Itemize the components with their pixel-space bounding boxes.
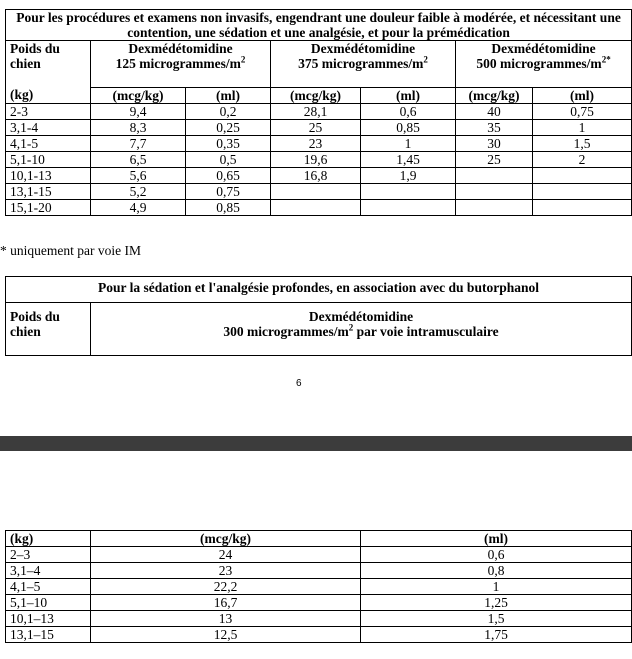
weight-cell: 10,1–13: [6, 611, 91, 627]
value-cell: 1,45: [361, 151, 456, 167]
table-row: [6, 103, 632, 119]
value-cell: 0,75: [186, 183, 271, 199]
value-cell: 1,25: [361, 595, 632, 611]
value-cell: 16,8: [271, 167, 361, 183]
value-cell: 1,5: [361, 611, 632, 627]
value-cell: 1,9: [361, 167, 456, 183]
value-cell: 1: [361, 135, 456, 151]
table-row: [6, 183, 632, 199]
value-cell: 9,4: [91, 103, 186, 119]
value-cell: 1,75: [361, 627, 632, 643]
weight-cell: 3,1–4: [6, 563, 91, 579]
table-row: [6, 151, 632, 167]
value-cell: 0,6: [361, 547, 632, 563]
group-drug-name: Dexmédétomidine: [128, 41, 233, 56]
value-cell: 8,3: [91, 119, 186, 135]
value-cell: 5,6: [91, 167, 186, 183]
unit-cell: (mcg/kg): [91, 87, 186, 103]
butorphanol-dose-table: [5, 530, 632, 643]
value-cell: 16,7: [91, 595, 361, 611]
unit-cell: (ml): [361, 87, 456, 103]
value-cell: 35: [456, 119, 533, 135]
units-row: [6, 87, 632, 103]
value-cell: 1: [533, 119, 632, 135]
table1-header: Pour les procédures et examens non invasifs, engendrant une douleur faible à modérée, et nécessitant une contention, une sédation et une analgésie, et pour la prémédication: [6, 10, 632, 41]
deep-sedation-table: [5, 276, 632, 356]
value-cell: [271, 199, 361, 215]
weight-cell: 2-3: [6, 103, 91, 119]
value-cell: 0,2: [186, 103, 271, 119]
table-row: [6, 167, 632, 183]
group-header-125: [91, 41, 271, 88]
value-cell: 30: [456, 135, 533, 151]
value-cell: 1,5: [533, 135, 632, 151]
value-cell: 5,2: [91, 183, 186, 199]
weight-cell: 4,1-5: [6, 135, 91, 151]
value-cell: 7,7: [91, 135, 186, 151]
value-cell: 0,65: [186, 167, 271, 183]
group-dose-sup: 2: [423, 54, 428, 65]
value-cell: [456, 199, 533, 215]
value-cell: [456, 183, 533, 199]
weight-column-header: Poids du chien: [6, 41, 91, 88]
unit-cell: (ml): [361, 531, 632, 547]
value-cell: [361, 183, 456, 199]
value-cell: [533, 199, 632, 215]
value-cell: 0,85: [186, 199, 271, 215]
page-number: 6: [296, 378, 302, 389]
unit-cell: (mcg/kg): [91, 531, 361, 547]
table-row: [6, 627, 632, 643]
group-dose-sup: 2*: [601, 54, 611, 65]
value-cell: 6,5: [91, 151, 186, 167]
value-cell: [533, 167, 632, 183]
weight-cell: 13,1–15: [6, 627, 91, 643]
value-cell: 23: [91, 563, 361, 579]
value-cell: 2: [533, 151, 632, 167]
value-cell: 23: [271, 135, 361, 151]
units-row: [6, 531, 632, 547]
group-dose: 500 microgrammes/m: [476, 56, 602, 71]
value-cell: 0,25: [186, 119, 271, 135]
value-cell: 40: [456, 103, 533, 119]
weight-cell: 13,1-15: [6, 183, 91, 199]
value-cell: 13: [91, 611, 361, 627]
table-row: [6, 611, 632, 627]
value-cell: 4,9: [91, 199, 186, 215]
value-cell: 0,35: [186, 135, 271, 151]
value-cell: 22,2: [91, 579, 361, 595]
unit-cell: (kg): [6, 87, 91, 103]
drug-name: Dexmédétomidine: [308, 309, 414, 324]
value-cell: 24: [91, 547, 361, 563]
value-cell: 28,1: [271, 103, 361, 119]
value-cell: [271, 183, 361, 199]
group-header-500: [456, 41, 632, 88]
weight-column-header: Poids du chien: [6, 303, 91, 356]
unit-cell: (ml): [533, 87, 632, 103]
value-cell: 19,6: [271, 151, 361, 167]
value-cell: 0,75: [533, 103, 632, 119]
weight-cell: 15,1-20: [6, 199, 91, 215]
unit-cell: (ml): [186, 87, 271, 103]
value-cell: 1: [361, 579, 632, 595]
weight-cell: 10,1-13: [6, 167, 91, 183]
group-dose-sup: 2: [240, 54, 246, 65]
dose-route: par voie intramusculaire: [353, 324, 499, 339]
table2-header: Pour la sédation et l'analgésie profondes, en association avec du butorphanol: [6, 277, 632, 303]
group-dose: 375 microgrammes/m: [298, 56, 424, 71]
weight-cell: 5,1-10: [6, 151, 91, 167]
table-row: [6, 595, 632, 611]
group-drug-name: Dexmédétomidine: [491, 41, 596, 56]
dose-value: 300 microgrammes/m: [223, 324, 349, 339]
value-cell: [533, 183, 632, 199]
value-cell: 25: [456, 151, 533, 167]
weight-cell: 3,1-4: [6, 119, 91, 135]
dose-sup: 2: [348, 322, 354, 333]
table-row: [6, 547, 632, 563]
group-dose: 125 microgrammes/m: [115, 56, 241, 71]
group-drug-name: Dexmédétomidine: [310, 41, 416, 56]
butorphanol-dose-header: [91, 303, 632, 356]
value-cell: [456, 167, 533, 183]
weight-cell: 4,1–5: [6, 579, 91, 595]
weight-cell: 5,1–10: [6, 595, 91, 611]
value-cell: 0,5: [186, 151, 271, 167]
premedication-dose-table: [5, 9, 632, 216]
value-cell: 12,5: [91, 627, 361, 643]
value-cell: 0,6: [361, 103, 456, 119]
value-cell: 0,85: [361, 119, 456, 135]
value-cell: 0,8: [361, 563, 632, 579]
page-separator: [0, 436, 632, 451]
weight-cell: 2–3: [6, 547, 91, 563]
table-row: [6, 199, 632, 215]
table-row: [6, 119, 632, 135]
unit-cell: (kg): [6, 531, 91, 547]
unit-cell: (mcg/kg): [271, 87, 361, 103]
table-row: [6, 579, 632, 595]
table-row: [6, 563, 632, 579]
im-footnote: * uniquement par voie IM: [0, 243, 141, 258]
unit-cell: (mcg/kg): [456, 87, 533, 103]
table-row: [6, 135, 632, 151]
value-cell: [361, 199, 456, 215]
value-cell: 25: [271, 119, 361, 135]
group-header-375: [271, 41, 456, 88]
